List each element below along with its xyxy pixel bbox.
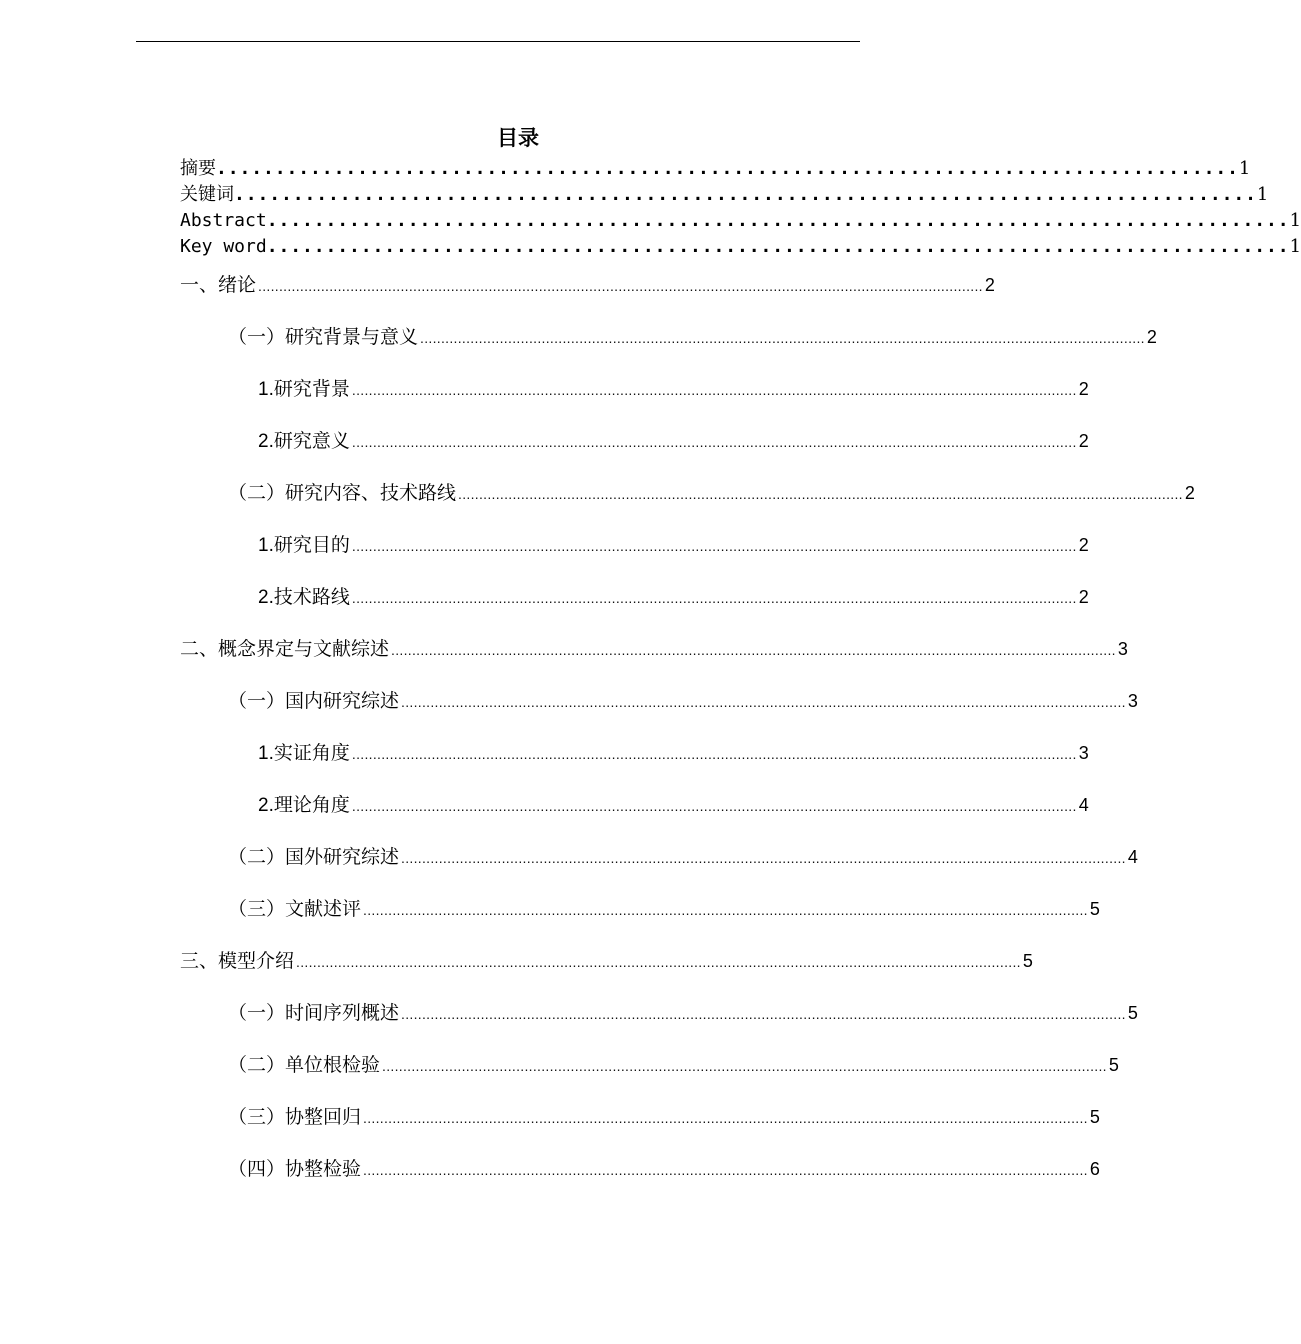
toc-entry[interactable] <box>258 792 1089 818</box>
toc-entry[interactable] <box>228 1104 1100 1130</box>
toc-entry-label: （三）文献述评 <box>228 898 362 920</box>
toc-entry-label: （二）国外研究综述 <box>228 846 400 868</box>
toc-entry-text: 研究背景 <box>273 378 350 400</box>
toc-entry[interactable] <box>228 896 1100 922</box>
dot-leader: ....................................................................................... <box>266 236 1290 257</box>
toc-entry-text: 技术路线 <box>273 586 350 608</box>
toc-entry-label: Key word <box>180 236 267 257</box>
toc-entry-label: （一）时间序列概述 <box>228 1002 400 1024</box>
toc-entry-abstract-en[interactable] <box>180 209 1301 233</box>
toc-entry[interactable] <box>258 532 1089 558</box>
toc-entry-keywords-en[interactable] <box>180 235 1301 259</box>
toc-entry-label: （二）研究内容、技术路线 <box>228 482 457 504</box>
toc-entry-label: Abstract <box>180 210 267 231</box>
toc-page-number: 5 <box>1089 899 1100 919</box>
toc-entry-label <box>258 532 350 559</box>
toc-entry-number: 2. <box>258 431 274 452</box>
table-of-contents <box>180 0 1301 1344</box>
toc-entry-label <box>258 792 350 819</box>
toc-entry[interactable] <box>228 1156 1100 1182</box>
toc-entry[interactable] <box>180 272 995 298</box>
dot-leader: ............................................................................................................................................................................. <box>401 694 1126 710</box>
dot-leader: ............................................................................................................................................................................. <box>458 486 1183 502</box>
toc-page-number: 2 <box>1078 587 1089 607</box>
toc-page-number: 3 <box>1127 691 1138 711</box>
dot-leader: ............................................................................................................................................................................. <box>351 746 1077 762</box>
dot-leader: ............................................................................................................................................................................. <box>401 1006 1126 1022</box>
dot-leader: ............................................................................................................................................................................. <box>351 538 1077 554</box>
dot-leader: ............................................................................................................................................................................. <box>296 954 1021 970</box>
toc-page-number: 2 <box>984 275 995 295</box>
toc-entry-label: （二）单位根检验 <box>228 1054 381 1076</box>
toc-entry[interactable] <box>228 324 1157 350</box>
toc-page-number: 2 <box>1078 535 1089 555</box>
toc-entry[interactable] <box>258 740 1089 766</box>
toc-entry-label: 三、模型介绍 <box>180 950 295 972</box>
toc-entry-number: 2. <box>258 587 274 608</box>
toc-page-number: 3 <box>1078 743 1089 763</box>
dot-leader: ............................................................................................................................................................................. <box>420 330 1145 346</box>
toc-entry-label <box>258 584 350 611</box>
toc-entry-label: 摘要 <box>180 158 216 179</box>
toc-entry-text: 研究目的 <box>273 534 350 556</box>
toc-entry-number: 1. <box>258 535 274 556</box>
dot-leader: ............................................................................................................................................................................. <box>363 1110 1088 1126</box>
toc-page-number: 1 <box>1238 158 1251 179</box>
toc-page-number: 5 <box>1127 1003 1138 1023</box>
dot-leader: ............................................................................................................................................................................. <box>391 642 1116 658</box>
toc-entry[interactable] <box>180 948 1033 974</box>
dot-leader: ............................................................................................................................................................................. <box>363 1162 1088 1178</box>
toc-page-number: 6 <box>1089 1159 1100 1179</box>
toc-entry-text: 理论角度 <box>273 794 350 816</box>
toc-entry-label: （一）国内研究综述 <box>228 690 400 712</box>
dot-leader: ............................................................................................................................................................................. <box>351 590 1077 606</box>
dot-leader: ............................................................................................................................................................................. <box>351 382 1077 398</box>
toc-entry-label <box>258 740 350 767</box>
toc-entry-label: 二、概念界定与文献综述 <box>180 638 390 660</box>
toc-page-number: 5 <box>1089 1107 1100 1127</box>
dot-leader: ............................................................................................................................................................................. <box>401 850 1126 866</box>
dot-leader: ............................................................................................................................................................................. <box>382 1058 1107 1074</box>
toc-page-number: 4 <box>1078 795 1089 815</box>
toc-entry[interactable] <box>228 480 1195 506</box>
toc-entry[interactable] <box>258 428 1089 454</box>
toc-entry-number: 2. <box>258 795 274 816</box>
toc-entry[interactable] <box>228 844 1138 870</box>
dot-leader: ....................................................................................... <box>234 184 1257 205</box>
toc-entry-label: 一、绪论 <box>180 274 257 296</box>
toc-entry-label <box>258 376 350 403</box>
toc-page-number: 2 <box>1078 431 1089 451</box>
toc-entry-label: （三）协整回归 <box>228 1106 362 1128</box>
dot-leader: ....................................................................................... <box>216 158 1239 179</box>
toc-entry-label: （四）协整检验 <box>228 1158 362 1180</box>
toc-title: 目录 <box>497 126 539 150</box>
dot-leader: ............................................................................................................................................................................. <box>258 278 983 294</box>
toc-entry[interactable] <box>228 688 1138 714</box>
toc-entry-label: （一）研究背景与意义 <box>228 326 419 348</box>
toc-page-number: 2 <box>1184 483 1195 503</box>
toc-page-number: 3 <box>1117 639 1128 659</box>
toc-page-number: 2 <box>1078 379 1089 399</box>
dot-leader: ............................................................................................................................................................................. <box>363 902 1088 918</box>
toc-entry[interactable] <box>228 1052 1119 1078</box>
toc-entry-label: 关键词 <box>180 184 234 205</box>
toc-entry-text: 实证角度 <box>273 742 350 764</box>
toc-page-number: 1 <box>1289 236 1301 257</box>
dot-leader: ....................................................................................... <box>266 210 1290 231</box>
toc-page-number: 5 <box>1108 1055 1119 1075</box>
dot-leader: ............................................................................................................................................................................. <box>351 434 1077 450</box>
toc-entry-label <box>258 428 350 455</box>
toc-entry-number: 1. <box>258 743 274 764</box>
toc-page-number: 4 <box>1127 847 1138 867</box>
toc-page-number: 1 <box>1289 210 1301 231</box>
toc-page-number: 5 <box>1022 951 1033 971</box>
toc-entry-keywords-cn[interactable] <box>180 183 1269 207</box>
toc-entry-text: 研究意义 <box>273 430 350 452</box>
toc-entry-abstract-cn[interactable] <box>180 157 1251 181</box>
dot-leader: ............................................................................................................................................................................. <box>351 798 1077 814</box>
toc-entry[interactable] <box>180 636 1128 662</box>
toc-entry-number: 1. <box>258 379 274 400</box>
toc-entry[interactable] <box>258 584 1089 610</box>
toc-page-number: 1 <box>1256 184 1269 205</box>
toc-page-number: 2 <box>1146 327 1157 347</box>
toc-entry[interactable] <box>258 376 1089 402</box>
toc-entry[interactable] <box>228 1000 1138 1026</box>
